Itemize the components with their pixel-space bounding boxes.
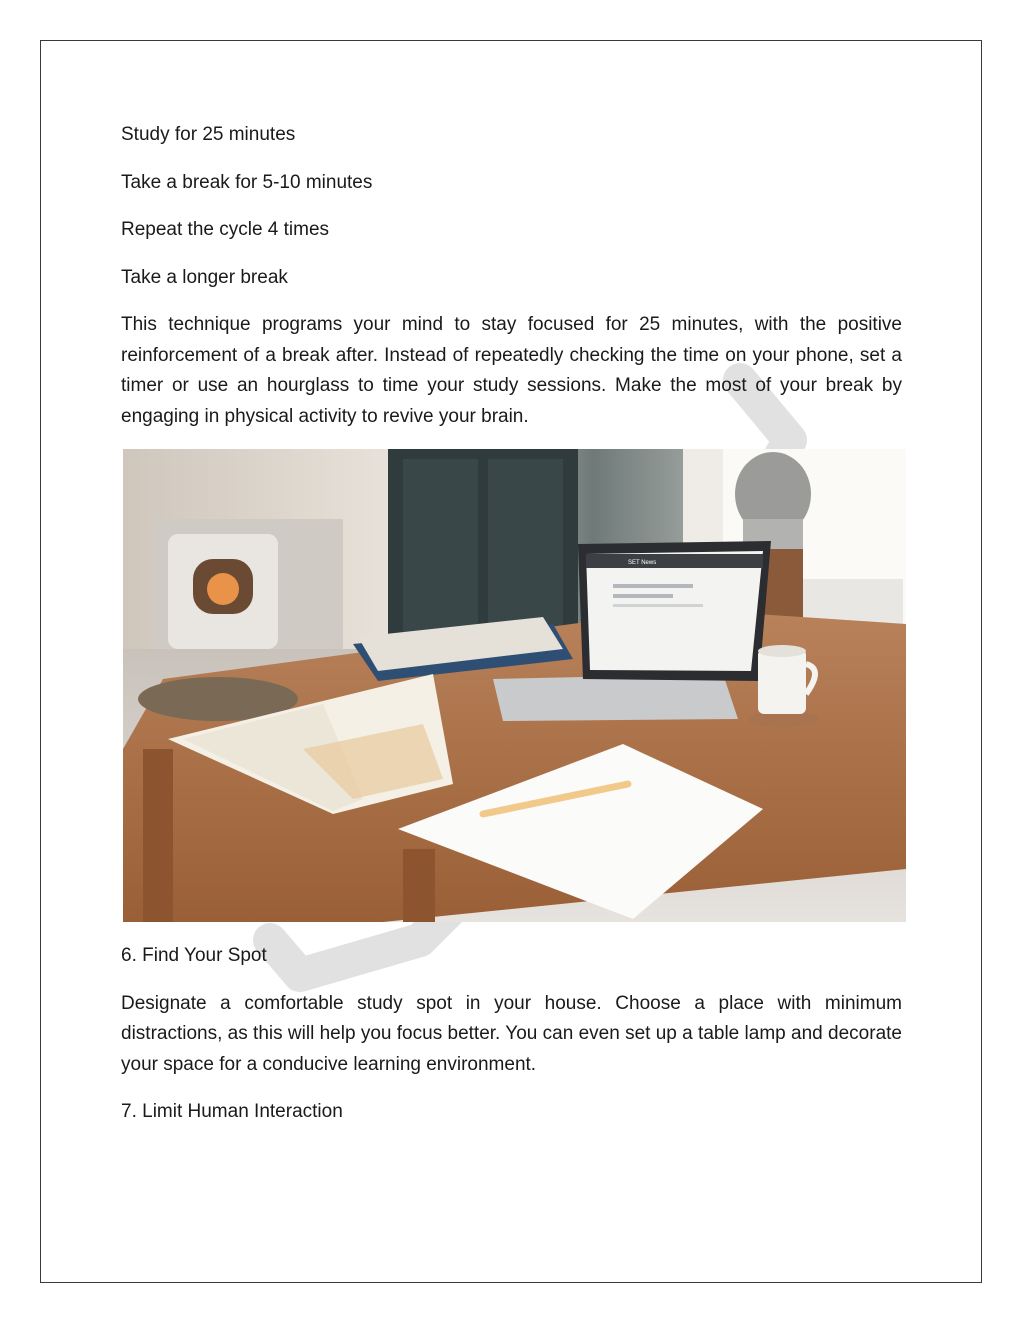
step-4: Take a longer break	[121, 266, 288, 288]
step-2: Take a break for 5-10 minutes	[121, 171, 373, 193]
lower-content	[121, 941, 902, 1145]
study-desk-photo	[123, 449, 906, 922]
section-6-heading: 6. Find Your Spot	[121, 945, 267, 966]
step-3: Repeat the cycle 4 times	[121, 219, 330, 240]
main-content	[121, 120, 902, 449]
intro-paragraph: This technique programs your mind to stay focused for 25 minutes, with the positive reinforcement of a break after. Instead of repeatedly checking the time on your phone, set a timer or use an hourglass to time your study sessions. Make the most of your break by engaging in physical activity to revive your brain.	[121, 314, 902, 427]
section-6-paragraph: Designate a comfortable study spot in your house. Choose a place with minimum distractions, as this will help you focus better. You can even set up a table lamp and decorate your space for a conducive learning environment.	[121, 992, 902, 1075]
section-7-heading: 7. Limit Human Interaction	[121, 1101, 343, 1122]
laptop-screen-title: SET News	[628, 560, 657, 566]
step-1: Study for 25 minutes	[121, 124, 296, 145]
